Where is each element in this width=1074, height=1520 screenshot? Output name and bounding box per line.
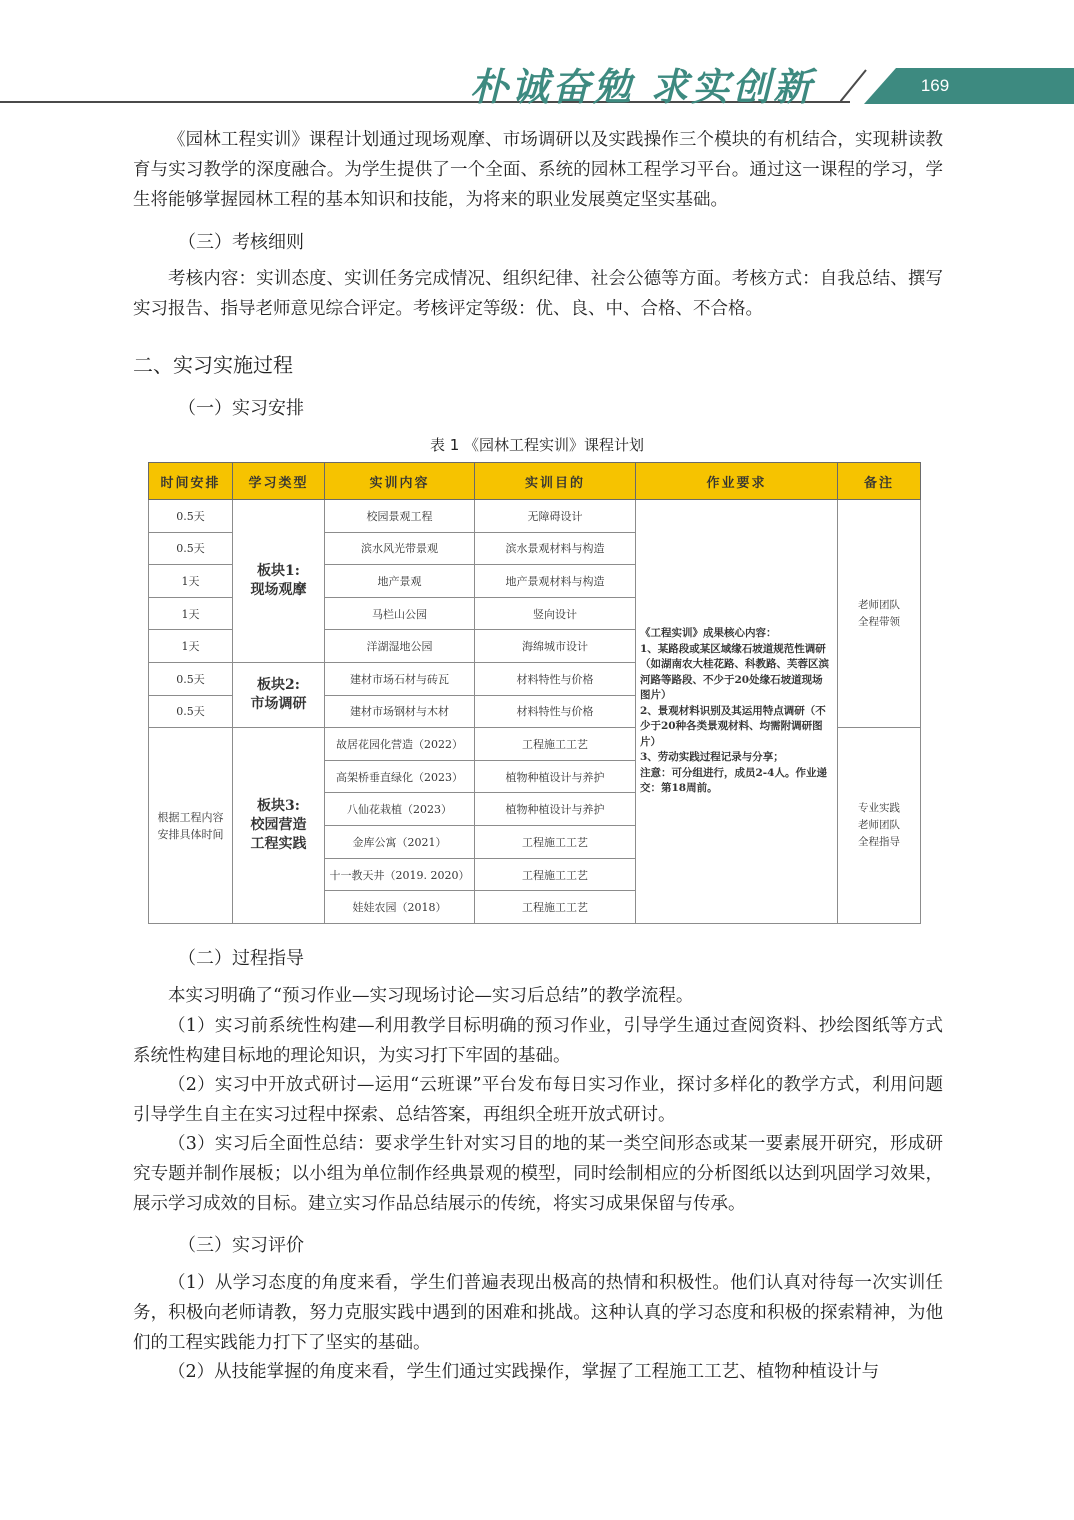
- guidance-paragraph-3: （3）实习后全面性总结：要求学生针对实习目的地的某一类空间形态或某一要素展开研究，形成研究专题并制作展板；以小组为单位制作经典景观的模型，同时绘制相应的分析图纸以达到巩固学习效果，展示学习成效的目标。建立实习作品总结展示的传统，将实习成果保留与传承。: [133, 1134, 943, 1214]
- guidance-paragraph-2: （2）实习中开放式研讨—运用“云班课”平台发布每日实习作业，探讨多样化的教学方式，利用问题引导学生自主在实习过程中探索、总结答案，再组织全班开放式研讨。: [133, 1075, 943, 1125]
- header-requirements: 作业要求: [636, 463, 838, 500]
- purpose-cell: 工程施工工艺: [475, 826, 636, 859]
- purpose-cell: 材料特性与价格: [475, 695, 636, 728]
- block-3-cell: 板块3: 校园营造 工程实践: [233, 728, 325, 924]
- content-cell: 娃娃农园（2018）: [325, 891, 475, 924]
- purpose-cell: 工程施工工艺: [475, 858, 636, 891]
- time-cell: 0.5天: [149, 532, 233, 565]
- content-cell: 八仙花栽植（2023）: [325, 793, 475, 826]
- page-number: 169: [920, 76, 950, 95]
- time-cell: 0.5天: [149, 695, 233, 728]
- section-heading: 二、实习实施过程: [133, 353, 293, 377]
- header-purpose: 实训目的: [475, 463, 636, 500]
- purpose-cell: 滨水景观材料与构造: [475, 532, 636, 565]
- header-time: 时间安排: [149, 463, 233, 500]
- assessment-text: 考核内容：实训态度、实训任务完成情况、组织纪律、社会公德等方面。考核方式：自我总结、撰写实习报告、指导老师意见综合评定。考核评定等级：优、良、中、合格、不合格。: [133, 269, 943, 319]
- header-type: 学习类型: [233, 463, 325, 500]
- requirements-cell: 《工程实训》成果核心内容： 1、某路段或某区域缘石坡道规范性调研（如湖南农大桂花路、科教路、芙蓉区滨河路等路段、不少于20处缘石坡道现场图片） 2、景观材料识别及其运用特点调研（不少于20种各类景观材料、均需附调研图片） 3、劳动实践过程记录与分享； 注意：可分组进行，成员2-4人。作业递交：第18周前。: [636, 500, 838, 924]
- note-cell-2: 专业实践 老师团队 全程指导: [838, 728, 921, 924]
- content-cell: 建材市场石材与砖瓦: [325, 663, 475, 696]
- purpose-cell: 工程施工工艺: [475, 728, 636, 761]
- evaluation-heading: （三）实习评价: [178, 1235, 304, 1256]
- time-cell: 0.5天: [149, 663, 233, 696]
- evaluation-paragraph-2: （2）从技能掌握的角度来看，学生们通过实践操作，掌握了工程施工工艺、植物种植设计与: [168, 1362, 880, 1382]
- page-header: [0, 0, 1074, 110]
- header-content: 实训内容: [325, 463, 475, 500]
- block-2-cell: 板块2: 市场调研: [233, 663, 325, 728]
- time-cell: 1天: [149, 630, 233, 663]
- header-note: 备注: [838, 463, 921, 500]
- note-cell-1: 老师团队 全程带领: [838, 500, 921, 728]
- table-caption: 表 1 《园林工程实训》课程计划: [429, 436, 645, 454]
- purpose-cell: 植物种植设计与养护: [475, 793, 636, 826]
- content-cell: 金库公寓（2021）: [325, 826, 475, 859]
- purpose-cell: 植物种植设计与养护: [475, 760, 636, 793]
- content-cell: 洋湖湿地公园: [325, 630, 475, 663]
- guidance-paragraph-1: （1）实习前系统性构建—利用教学目标明确的预习作业，引导学生通过查阅资料、抄绘图纸等方式系统性构建目标地的理论知识，为实习打下牢固的基础。: [133, 1016, 943, 1066]
- arrangement-heading: （一）实习安排: [178, 398, 304, 419]
- purpose-cell: 地产景观材料与构造: [475, 565, 636, 598]
- time-long-cell: 根据工程内容 安排具体时间: [149, 728, 233, 924]
- purpose-cell: 竖向设计: [475, 597, 636, 630]
- purpose-cell: 材料特性与价格: [475, 663, 636, 696]
- content-cell: 十一教天井（2019. 2020）: [325, 858, 475, 891]
- purpose-cell: 无障碍设计: [475, 500, 636, 533]
- time-cell: 1天: [149, 597, 233, 630]
- purpose-cell: 工程施工工艺: [475, 891, 636, 924]
- block-1-cell: 板块1: 现场观摩: [233, 500, 325, 663]
- content-cell: 高架桥垂直绿化（2023）: [325, 760, 475, 793]
- content-cell: 校园景观工程: [325, 500, 475, 533]
- content-cell: 马栏山公园: [325, 597, 475, 630]
- course-plan-table: [148, 462, 921, 924]
- table-row: [149, 500, 921, 533]
- intro-paragraph: 《园林工程实训》课程计划通过现场观摩、市场调研以及实践操作三个模块的有机结合，实现耕读教育与实习教学的深度融合。为学生提供了一个全面、系统的园林工程学习平台。通过这一课程的学习，学生将能够掌握园林工程的基本知识和技能，为将来的职业发展奠定坚实基础。: [133, 130, 943, 210]
- guidance-heading: （二）过程指导: [178, 948, 304, 969]
- content-cell: 故居花园化营造（2022）: [325, 728, 475, 761]
- evaluation-paragraph-1: （1）从学习态度的角度来看，学生们普遍表现出极高的热情和积极性。他们认真对待每一次实训任务，积极向老师请教，努力克服实践中遇到的困难和挑战。这种认真的学习态度和积极的探索精神，为他们的工程实践能力打下了坚实的基础。: [133, 1273, 943, 1353]
- content-cell: 建材市场钢材与木材: [325, 695, 475, 728]
- time-cell: 0.5天: [149, 500, 233, 533]
- school-motto: 朴诚奋勉 求实创新: [470, 64, 815, 109]
- purpose-cell: 海绵城市设计: [475, 630, 636, 663]
- assessment-heading: （三）考核细则: [178, 232, 304, 253]
- content-cell: 滨水风光带景观: [325, 532, 475, 565]
- time-cell: 1天: [149, 565, 233, 598]
- guidance-paragraph-0: 本实习明确了“预习作业—实习现场讨论—实习后总结”的教学流程。: [168, 986, 694, 1006]
- content-cell: 地产景观: [325, 565, 475, 598]
- table-header-row: [149, 463, 921, 500]
